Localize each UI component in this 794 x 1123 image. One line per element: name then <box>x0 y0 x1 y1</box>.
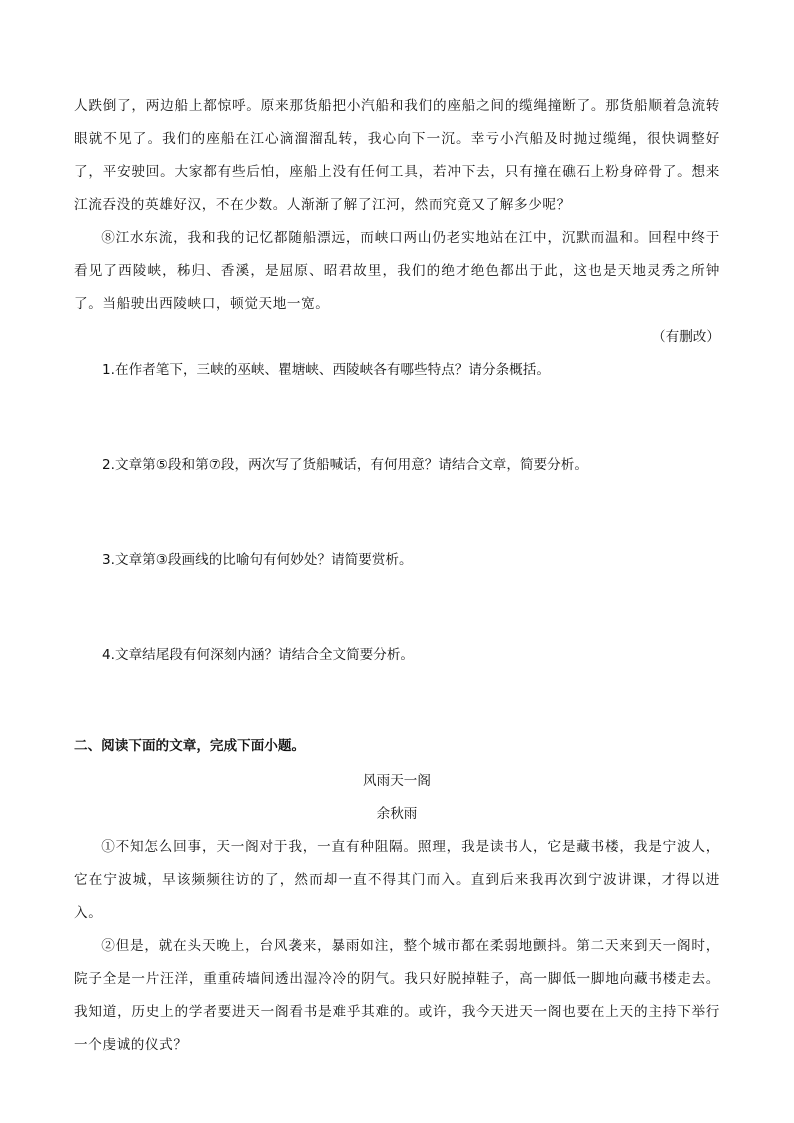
question-3: 3.文章第③段画线的比喻句有何妙处？请简要赏析。 <box>102 552 413 568</box>
question-2: 2.文章第⑤段和第⑦段，两次写了货船喊话，有何用意？请结合文章，简要分析。 <box>102 457 588 473</box>
question-4: 4.文章结尾段有何深刻内涵？请结合全文简要分析。 <box>102 647 415 663</box>
article-paragraph-1: ①不知怎么回事，天一阁对于我，一直有种阻隔。照理，我是读书人，它是藏书楼，我是宁波人，它在宁波城，早该频频往访的了，然而却一直不得其门而入。直到后来我再次到宁波讲课，才得以进入。 <box>74 839 720 921</box>
question-1: 1.在作者笔下，三峡的巫峡、瞿塘峡、西陵峡各有哪些特点？请分条概括。 <box>102 362 550 378</box>
section-two-heading: 二、阅读下面的文章，完成下面小题。 <box>74 738 306 754</box>
answer-space <box>74 387 720 449</box>
article-paragraph-2: ②但是，就在头天晚上，台风袭来，暴雨如注，整个城市都在柔弱地颤抖。第二天来到天一阁时，院子全是一片汪洋，重重砖墙间透出湿冷冷的阴气。我只好脱掉鞋子，高一脚低一脚地向藏书楼走去。我知道，历史上的学者要进天一阁看书是难乎其难的。或许，我今天进天一阁也要在上天的主持下举行一个虔诚的仪式？ <box>74 938 720 1053</box>
passage-paragraph-8: ⑧江水东流，我和我的记忆都随船漂远，而峡口两山仍老实地站在江中，沉默而温和。回程中终于看见了西陵峡，秭归、香溪，是屈原、昭君故里，我们的绝才绝色都出于此，这也是天地灵秀之所钟了。当船驶出西陵峡口，顿觉天地一宽。 <box>74 230 720 312</box>
article-author: 余秋雨 <box>376 806 418 822</box>
document-page <box>74 90 720 1062</box>
article-title: 风雨天一阁 <box>363 773 431 789</box>
answer-space <box>74 577 720 639</box>
passage-paragraph-continued: 人跌倒了，两边船上都惊呼。原来那货船把小汽船和我们的座船之间的缆绳撞断了。那货船顺着急流转眼就不见了。我们的座船在江心滴溜溜乱转，我心向下一沉。幸亏小汽船及时抛过缆绳，很快调整好了，平安驶回。大家都有些后怕，座船上没有任何工具，若冲下去，只有撞在礁石上粉身碎骨了。想来江流吞没的英雄好汉，不在少数。人渐渐了解了江河，然而究竟又了解多少呢？ <box>74 98 720 213</box>
answer-space <box>74 672 720 730</box>
answer-space <box>74 482 720 544</box>
edit-note: （有删改） <box>652 329 720 345</box>
